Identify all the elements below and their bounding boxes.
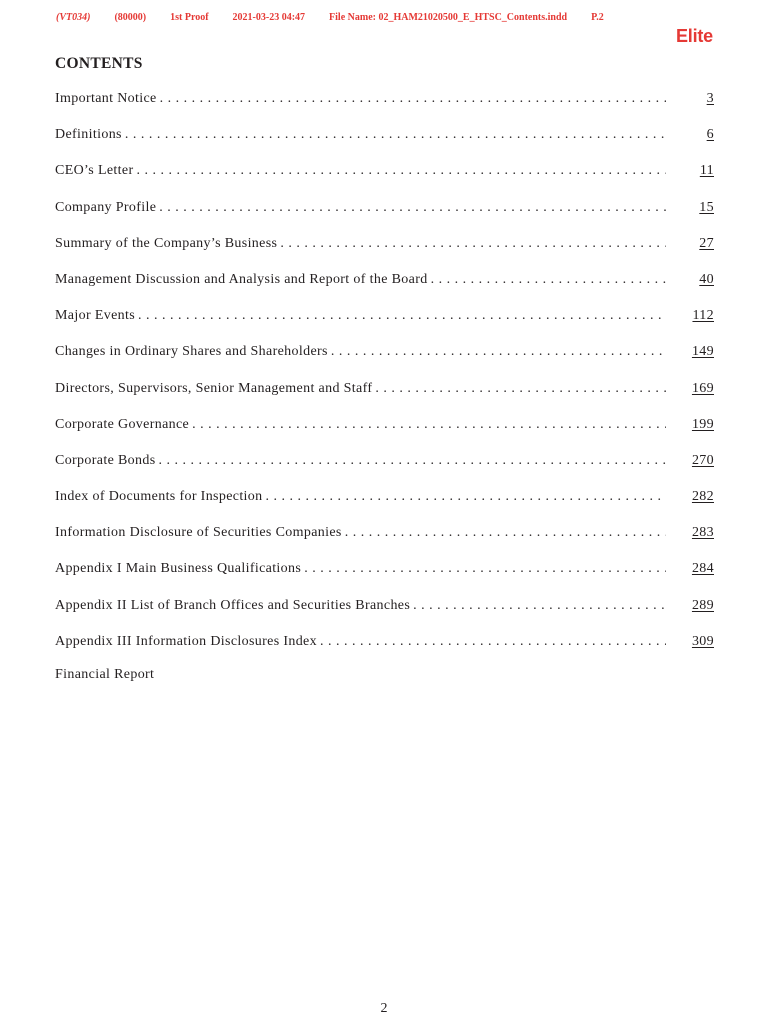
dot-leader xyxy=(125,126,666,144)
toc-entry[interactable] xyxy=(55,597,714,633)
toc-entry[interactable] xyxy=(55,524,714,560)
toc-page-link[interactable]: 199 xyxy=(691,416,714,432)
dot-leader xyxy=(138,307,666,325)
brand-logo-text: Elite xyxy=(675,26,713,46)
toc-entry-title[interactable]: Appendix III Information Disclosures Index xyxy=(55,633,320,651)
toc-entry[interactable] xyxy=(55,162,714,198)
proof-header xyxy=(56,12,640,23)
dot-leader xyxy=(159,199,666,217)
toc-entry-title[interactable]: Summary of the Company’s Business xyxy=(55,235,280,253)
toc-entry-title[interactable]: Information Disclosure of Securities Companies xyxy=(55,524,345,542)
toc-entry-title[interactable]: Definitions xyxy=(55,126,125,144)
toc-page-link[interactable]: 284 xyxy=(691,561,714,577)
job-code: (VT034) xyxy=(56,12,91,23)
toc-entry[interactable] xyxy=(55,307,714,343)
dot-leader xyxy=(375,380,666,398)
toc-page-link[interactable]: 283 xyxy=(691,525,714,541)
toc-page-link[interactable]: 309 xyxy=(691,633,714,649)
dot-leader xyxy=(192,416,666,434)
dot-leader xyxy=(345,524,666,542)
toc-page-link[interactable]: 27 xyxy=(699,235,714,251)
toc-entry-title[interactable]: Important Notice xyxy=(55,90,160,108)
page-title: CONTENTS xyxy=(55,55,143,72)
proof-label: 1st Proof xyxy=(170,12,209,23)
toc-entry[interactable] xyxy=(55,633,714,669)
toc-entry-title[interactable]: Changes in Ordinary Shares and Shareholders xyxy=(55,343,331,361)
toc-entry-title[interactable]: CEO’s Letter xyxy=(55,162,136,180)
toc-page-link[interactable]: 112 xyxy=(692,308,714,324)
toc-entry[interactable] xyxy=(55,452,714,488)
dot-leader xyxy=(320,633,666,651)
job-size: (80000) xyxy=(114,12,147,23)
dot-leader xyxy=(160,90,666,108)
toc-entry[interactable] xyxy=(55,126,714,162)
toc-entry[interactable] xyxy=(55,199,714,235)
page-ref: P.2 xyxy=(591,12,604,23)
toc-page-link[interactable]: 15 xyxy=(699,199,714,215)
toc-page-link[interactable]: 6 xyxy=(706,127,714,143)
toc-page-link[interactable]: 149 xyxy=(691,344,714,360)
dot-leader xyxy=(136,162,666,180)
toc-entry-title[interactable]: Management Discussion and Analysis and Report of the Board xyxy=(55,271,431,289)
toc-entry-title[interactable]: Major Events xyxy=(55,307,138,325)
dot-leader xyxy=(280,235,666,253)
toc-page-link[interactable]: 11 xyxy=(699,163,714,179)
toc-entry-title[interactable]: Appendix I Main Business Qualifications xyxy=(55,560,304,578)
dot-leader xyxy=(159,452,666,470)
toc-entry[interactable] xyxy=(55,271,714,307)
page-number: 2 xyxy=(380,1001,388,1016)
dot-leader xyxy=(331,343,666,361)
toc-page-link[interactable]: 169 xyxy=(691,380,714,396)
toc-entry[interactable] xyxy=(55,416,714,452)
file-name: File Name: 02_HAM21020500_E_HTSC_Contents.indd xyxy=(329,12,568,23)
toc-entry-title[interactable]: Appendix II List of Branch Offices and Securities Branches xyxy=(55,597,413,615)
toc-entry-title[interactable]: Directors, Supervisors, Senior Management and Staff xyxy=(55,380,375,398)
table-of-contents xyxy=(55,90,714,669)
toc-entry[interactable] xyxy=(55,380,714,416)
toc-entry[interactable] xyxy=(55,488,714,524)
toc-entry-title[interactable]: Corporate Governance xyxy=(55,416,192,434)
toc-entry[interactable] xyxy=(55,90,714,126)
toc-entry-title[interactable]: Index of Documents for Inspection xyxy=(55,488,266,506)
dot-leader xyxy=(304,560,666,578)
toc-page-link[interactable]: 270 xyxy=(691,452,714,468)
dot-leader xyxy=(266,488,667,506)
dot-leader xyxy=(431,271,666,289)
toc-entry[interactable] xyxy=(55,343,714,379)
toc-entry-title[interactable]: Company Profile xyxy=(55,199,159,217)
toc-page-link[interactable]: 3 xyxy=(706,91,714,106)
toc-entry[interactable] xyxy=(55,235,714,271)
toc-entry[interactable] xyxy=(55,560,714,596)
toc-page-link[interactable]: 282 xyxy=(691,489,714,505)
toc-page-link[interactable]: 40 xyxy=(699,271,714,287)
toc-entry-title[interactable]: Corporate Bonds xyxy=(55,452,159,470)
dot-leader xyxy=(413,597,666,615)
proof-datetime: 2021-03-23 04:47 xyxy=(232,12,306,23)
toc-entry-financial-report[interactable]: Financial Report xyxy=(55,667,155,682)
toc-page-link[interactable]: 289 xyxy=(691,597,714,613)
